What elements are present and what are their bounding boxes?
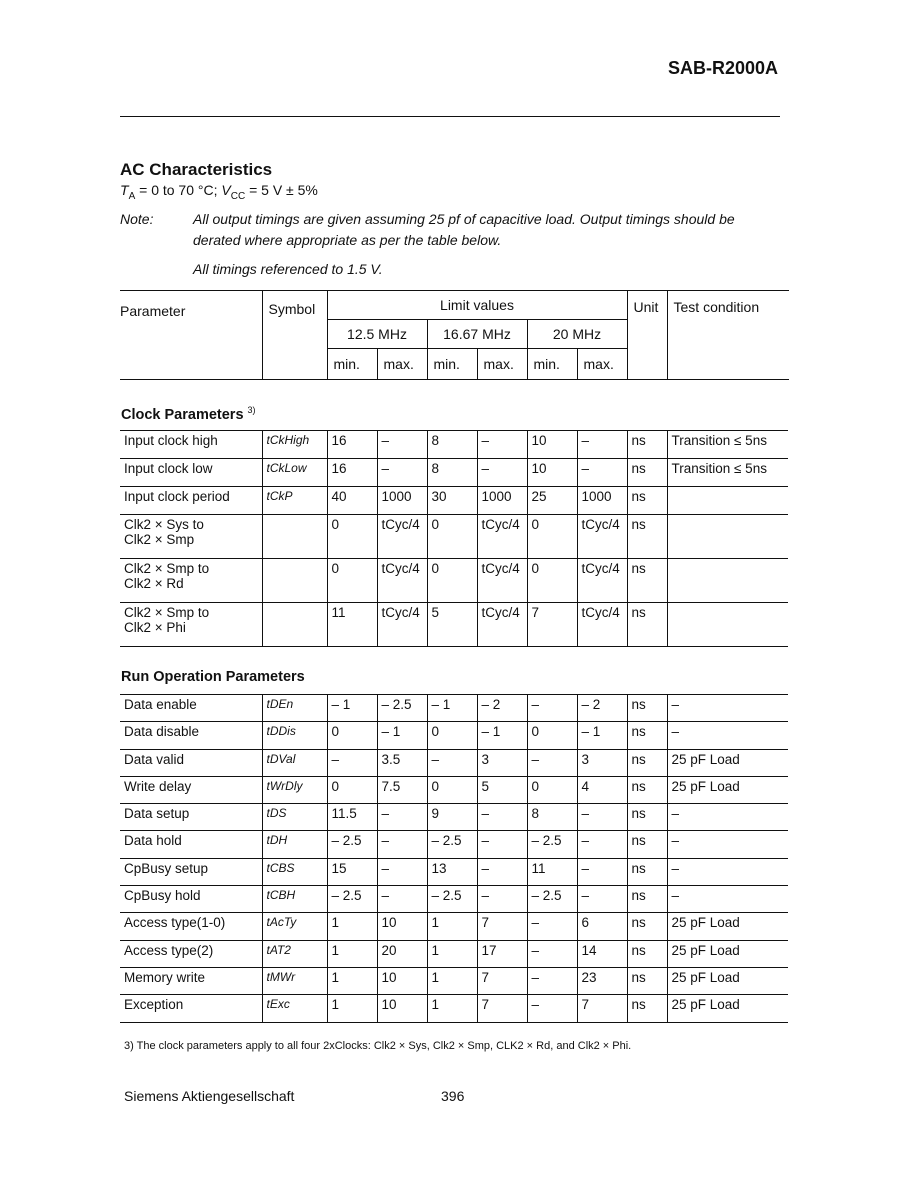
min-12-5: 0 <box>327 722 377 749</box>
max-16-67: 7 <box>477 967 527 994</box>
max-20: tCyc/4 <box>577 515 627 559</box>
test-condition: 25 pF Load <box>667 749 788 776</box>
max-12-5: – <box>377 886 427 913</box>
min-20: 10 <box>527 459 577 487</box>
param-name: CpBusy hold <box>124 888 201 904</box>
param-name: Clk2 × Smp to Clk2 × Rd <box>124 561 210 591</box>
max-20: – <box>577 804 627 831</box>
max-20: – 1 <box>577 722 627 749</box>
max-16-67: – <box>477 431 527 459</box>
min-20: – <box>527 995 577 1022</box>
param-symbol: tCkP <box>262 487 327 515</box>
run-operation-parameters-table <box>120 694 788 1023</box>
param-symbol: tDEn <box>262 695 327 722</box>
unit: ns <box>627 995 667 1022</box>
section-title: AC Characteristics <box>120 160 273 179</box>
test-condition: – <box>667 804 788 831</box>
min-16-67: – 1 <box>427 695 477 722</box>
min-20: – 2.5 <box>527 886 577 913</box>
min-16-67: 0 <box>427 776 477 803</box>
max-16-67: 3 <box>477 749 527 776</box>
footer-company: Siemens Aktiengesellschaft <box>124 1088 295 1104</box>
max-12-5: 1000 <box>377 487 427 515</box>
param-symbol: tDH <box>262 831 327 858</box>
table-header <box>120 290 789 380</box>
max-12-5: – 1 <box>377 722 427 749</box>
min-12-5: 0 <box>327 515 377 559</box>
test-condition: – <box>667 858 788 885</box>
unit: ns <box>627 804 667 831</box>
test-condition: – <box>667 695 788 722</box>
param-symbol: tAcTy <box>262 913 327 940</box>
param-name: Memory write <box>124 969 206 985</box>
max-20: 4 <box>577 776 627 803</box>
param-symbol <box>262 515 327 559</box>
table-row <box>120 722 788 749</box>
param-symbol: tMWr <box>262 967 327 994</box>
unit: ns <box>627 487 667 515</box>
header-test-condition: Test condition <box>667 291 789 380</box>
min-16-67: 13 <box>427 858 477 885</box>
test-condition <box>667 603 788 647</box>
max-16-67: 7 <box>477 995 527 1022</box>
header-min: min. <box>327 349 377 380</box>
min-12-5: 40 <box>327 487 377 515</box>
param-name: Clk2 × Smp to Clk2 × Phi <box>124 605 210 635</box>
max-20: 6 <box>577 913 627 940</box>
max-12-5: 20 <box>377 940 427 967</box>
note-text: All output timings are given assuming 25 pf of capacitive load. Output timings should be derated where appropriate as per the table below. <box>193 211 735 248</box>
max-20: tCyc/4 <box>577 603 627 647</box>
table-row <box>120 831 788 858</box>
table-row <box>120 487 788 515</box>
max-20: – <box>577 459 627 487</box>
min-12-5: – 2.5 <box>327 831 377 858</box>
max-12-5: 7.5 <box>377 776 427 803</box>
max-16-67: – 1 <box>477 722 527 749</box>
min-20: 0 <box>527 559 577 603</box>
param-name: Input clock high <box>124 433 218 448</box>
param-name: Data valid <box>124 751 185 767</box>
unit: ns <box>627 886 667 913</box>
min-20: 11 <box>527 858 577 885</box>
unit: ns <box>627 459 667 487</box>
header-parameter: Parameter <box>120 291 262 380</box>
table-row <box>120 749 788 776</box>
min-16-67: 1 <box>427 967 477 994</box>
unit: ns <box>627 831 667 858</box>
min-20: 0 <box>527 776 577 803</box>
max-12-5: tCyc/4 <box>377 603 427 647</box>
max-20: 1000 <box>577 487 627 515</box>
max-20: 14 <box>577 940 627 967</box>
max-16-67: – <box>477 886 527 913</box>
min-20: – 2.5 <box>527 831 577 858</box>
min-16-67: 0 <box>427 515 477 559</box>
min-12-5: 16 <box>327 459 377 487</box>
param-name: Data enable <box>124 697 197 712</box>
table-row <box>120 995 788 1022</box>
page-number: 396 <box>441 1088 465 1104</box>
param-name: Data hold <box>124 833 182 849</box>
test-condition: 25 pF Load <box>667 967 788 994</box>
header-freq-16-67: 16.67 MHz <box>427 320 527 349</box>
min-16-67: 30 <box>427 487 477 515</box>
max-12-5: tCyc/4 <box>377 515 427 559</box>
header-rule <box>120 116 780 117</box>
test-condition: Transition ≤ 5ns <box>667 431 788 459</box>
param-name: Access type(2) <box>124 942 214 958</box>
max-20: – <box>577 858 627 885</box>
param-symbol: tDS <box>262 804 327 831</box>
min-16-67: 0 <box>427 559 477 603</box>
max-16-67: tCyc/4 <box>477 559 527 603</box>
test-condition <box>667 515 788 559</box>
param-symbol: tDVal <box>262 749 327 776</box>
min-20: 0 <box>527 515 577 559</box>
clock-parameters-table <box>120 430 788 647</box>
max-12-5: tCyc/4 <box>377 559 427 603</box>
table-row <box>120 515 788 559</box>
min-16-67: 1 <box>427 913 477 940</box>
max-20: – 2 <box>577 695 627 722</box>
test-condition: – <box>667 722 788 749</box>
param-name: Exception <box>124 997 184 1013</box>
table-row <box>120 603 788 647</box>
param-name: Write delay <box>124 778 192 794</box>
test-condition <box>667 559 788 603</box>
max-12-5: – 2.5 <box>377 695 427 722</box>
table-row <box>120 886 788 913</box>
header-freq-12-5: 12.5 MHz <box>327 320 427 349</box>
clock-parameters-title: Clock Parameters $^{3)}$ <box>121 405 256 423</box>
max-16-67: tCyc/4 <box>477 515 527 559</box>
param-symbol: tCBH <box>262 886 327 913</box>
max-20: 3 <box>577 749 627 776</box>
header-unit: Unit <box>627 291 667 380</box>
test-condition: 25 pF Load <box>667 995 788 1022</box>
max-20: tCyc/4 <box>577 559 627 603</box>
min-12-5: 11 <box>327 603 377 647</box>
param-name: Access type(1-0) <box>124 915 226 931</box>
min-20: – <box>527 940 577 967</box>
param-symbol: tWrDly <box>262 776 327 803</box>
min-16-67: 0 <box>427 722 477 749</box>
min-12-5: 0 <box>327 559 377 603</box>
max-20: 23 <box>577 967 627 994</box>
min-16-67: – <box>427 749 477 776</box>
header-min: min. <box>527 349 577 380</box>
note-label: Note: <box>120 211 154 227</box>
max-20: 7 <box>577 995 627 1022</box>
param-name: CpBusy setup <box>124 860 209 876</box>
unit: ns <box>627 940 667 967</box>
min-20: – <box>527 695 577 722</box>
max-16-67: 17 <box>477 940 527 967</box>
table-row <box>120 913 788 940</box>
min-16-67: 8 <box>427 459 477 487</box>
unit: ns <box>627 967 667 994</box>
table-row <box>120 858 788 885</box>
max-12-5: 10 <box>377 967 427 994</box>
min-20: – <box>527 749 577 776</box>
max-16-67: – <box>477 804 527 831</box>
table-row <box>120 559 788 603</box>
max-16-67: – <box>477 858 527 885</box>
min-16-67: 1 <box>427 940 477 967</box>
param-symbol <box>262 603 327 647</box>
min-12-5: 1 <box>327 967 377 994</box>
min-20: 10 <box>527 431 577 459</box>
header-max: max. <box>577 349 627 380</box>
min-12-5: – 1 <box>327 695 377 722</box>
param-name: Input clock low <box>124 461 213 476</box>
max-16-67: 5 <box>477 776 527 803</box>
param-symbol: tCkHigh <box>262 431 327 459</box>
test-condition: – <box>667 886 788 913</box>
header-min: min. <box>427 349 477 380</box>
param-symbol: tCkLow <box>262 459 327 487</box>
header-max: max. <box>477 349 527 380</box>
unit: ns <box>627 603 667 647</box>
min-12-5: 1 <box>327 913 377 940</box>
table-row <box>120 459 788 487</box>
param-symbol: tDDis <box>262 722 327 749</box>
header-max: max. <box>377 349 427 380</box>
max-12-5: – <box>377 431 427 459</box>
unit: ns <box>627 515 667 559</box>
min-12-5: 16 <box>327 431 377 459</box>
test-condition: 25 pF Load <box>667 776 788 803</box>
min-12-5: – <box>327 749 377 776</box>
max-20: – <box>577 831 627 858</box>
unit: ns <box>627 431 667 459</box>
min-12-5: 15 <box>327 858 377 885</box>
max-12-5: – <box>377 804 427 831</box>
min-20: 7 <box>527 603 577 647</box>
max-12-5: 3.5 <box>377 749 427 776</box>
min-12-5: – 2.5 <box>327 886 377 913</box>
min-16-67: – 2.5 <box>427 831 477 858</box>
header-freq-20: 20 MHz <box>527 320 627 349</box>
min-20: – <box>527 913 577 940</box>
max-20: – <box>577 886 627 913</box>
table-row <box>120 804 788 831</box>
min-12-5: 11.5 <box>327 804 377 831</box>
table-row <box>120 431 788 459</box>
footnote: 3) The clock parameters apply to all four 2xClocks: Clk2 × Sys, Clk2 × Smp, CLK2 × Rd, and Clk2 × Phi. <box>124 1040 632 1052</box>
max-16-67: – 2 <box>477 695 527 722</box>
max-12-5: – <box>377 858 427 885</box>
min-16-67: 9 <box>427 804 477 831</box>
run-operation-parameters-title: Run Operation Parameters <box>121 669 305 685</box>
operating-conditions: $T_A = 0$ to 70 °C; $V_{CC} = 5$ V ± 5% <box>120 182 318 202</box>
min-12-5: 0 <box>327 776 377 803</box>
test-condition <box>667 487 788 515</box>
table-row <box>120 967 788 994</box>
max-12-5: 10 <box>377 995 427 1022</box>
table-row <box>120 695 788 722</box>
table-row <box>120 940 788 967</box>
param-name: Clk2 × Sys to Clk2 × Smp <box>124 517 204 547</box>
note-reference: All timings referenced to 1.5 V. <box>193 261 383 277</box>
max-16-67: – <box>477 831 527 858</box>
min-20: 25 <box>527 487 577 515</box>
unit: ns <box>627 776 667 803</box>
param-symbol: tExc <box>262 995 327 1022</box>
param-name: Data disable <box>124 724 200 740</box>
min-16-67: 1 <box>427 995 477 1022</box>
min-20: 0 <box>527 722 577 749</box>
min-12-5: 1 <box>327 940 377 967</box>
max-12-5: 10 <box>377 913 427 940</box>
table-row <box>120 776 788 803</box>
max-12-5: – <box>377 459 427 487</box>
unit: ns <box>627 858 667 885</box>
param-name: Input clock period <box>124 489 230 504</box>
unit: ns <box>627 722 667 749</box>
max-20: – <box>577 431 627 459</box>
document-code: SAB-R2000A <box>667 58 778 78</box>
max-16-67: tCyc/4 <box>477 603 527 647</box>
unit: ns <box>627 749 667 776</box>
min-16-67: 5 <box>427 603 477 647</box>
header-symbol: Symbol <box>262 291 327 380</box>
min-20: – <box>527 967 577 994</box>
max-16-67: 1000 <box>477 487 527 515</box>
max-12-5: – <box>377 831 427 858</box>
min-20: 8 <box>527 804 577 831</box>
max-16-67: 7 <box>477 913 527 940</box>
unit: ns <box>627 913 667 940</box>
min-16-67: – 2.5 <box>427 886 477 913</box>
test-condition: – <box>667 831 788 858</box>
max-16-67: – <box>477 459 527 487</box>
param-symbol <box>262 559 327 603</box>
param-symbol: tAT2 <box>262 940 327 967</box>
param-name: Data setup <box>124 806 190 822</box>
min-12-5: 1 <box>327 995 377 1022</box>
param-symbol: tCBS <box>262 858 327 885</box>
unit: ns <box>627 695 667 722</box>
test-condition: 25 pF Load <box>667 940 788 967</box>
test-condition: 25 pF Load <box>667 913 788 940</box>
min-16-67: 8 <box>427 431 477 459</box>
header-limit-values: Limit values <box>327 291 627 320</box>
unit: ns <box>627 559 667 603</box>
test-condition: Transition ≤ 5ns <box>667 459 788 487</box>
